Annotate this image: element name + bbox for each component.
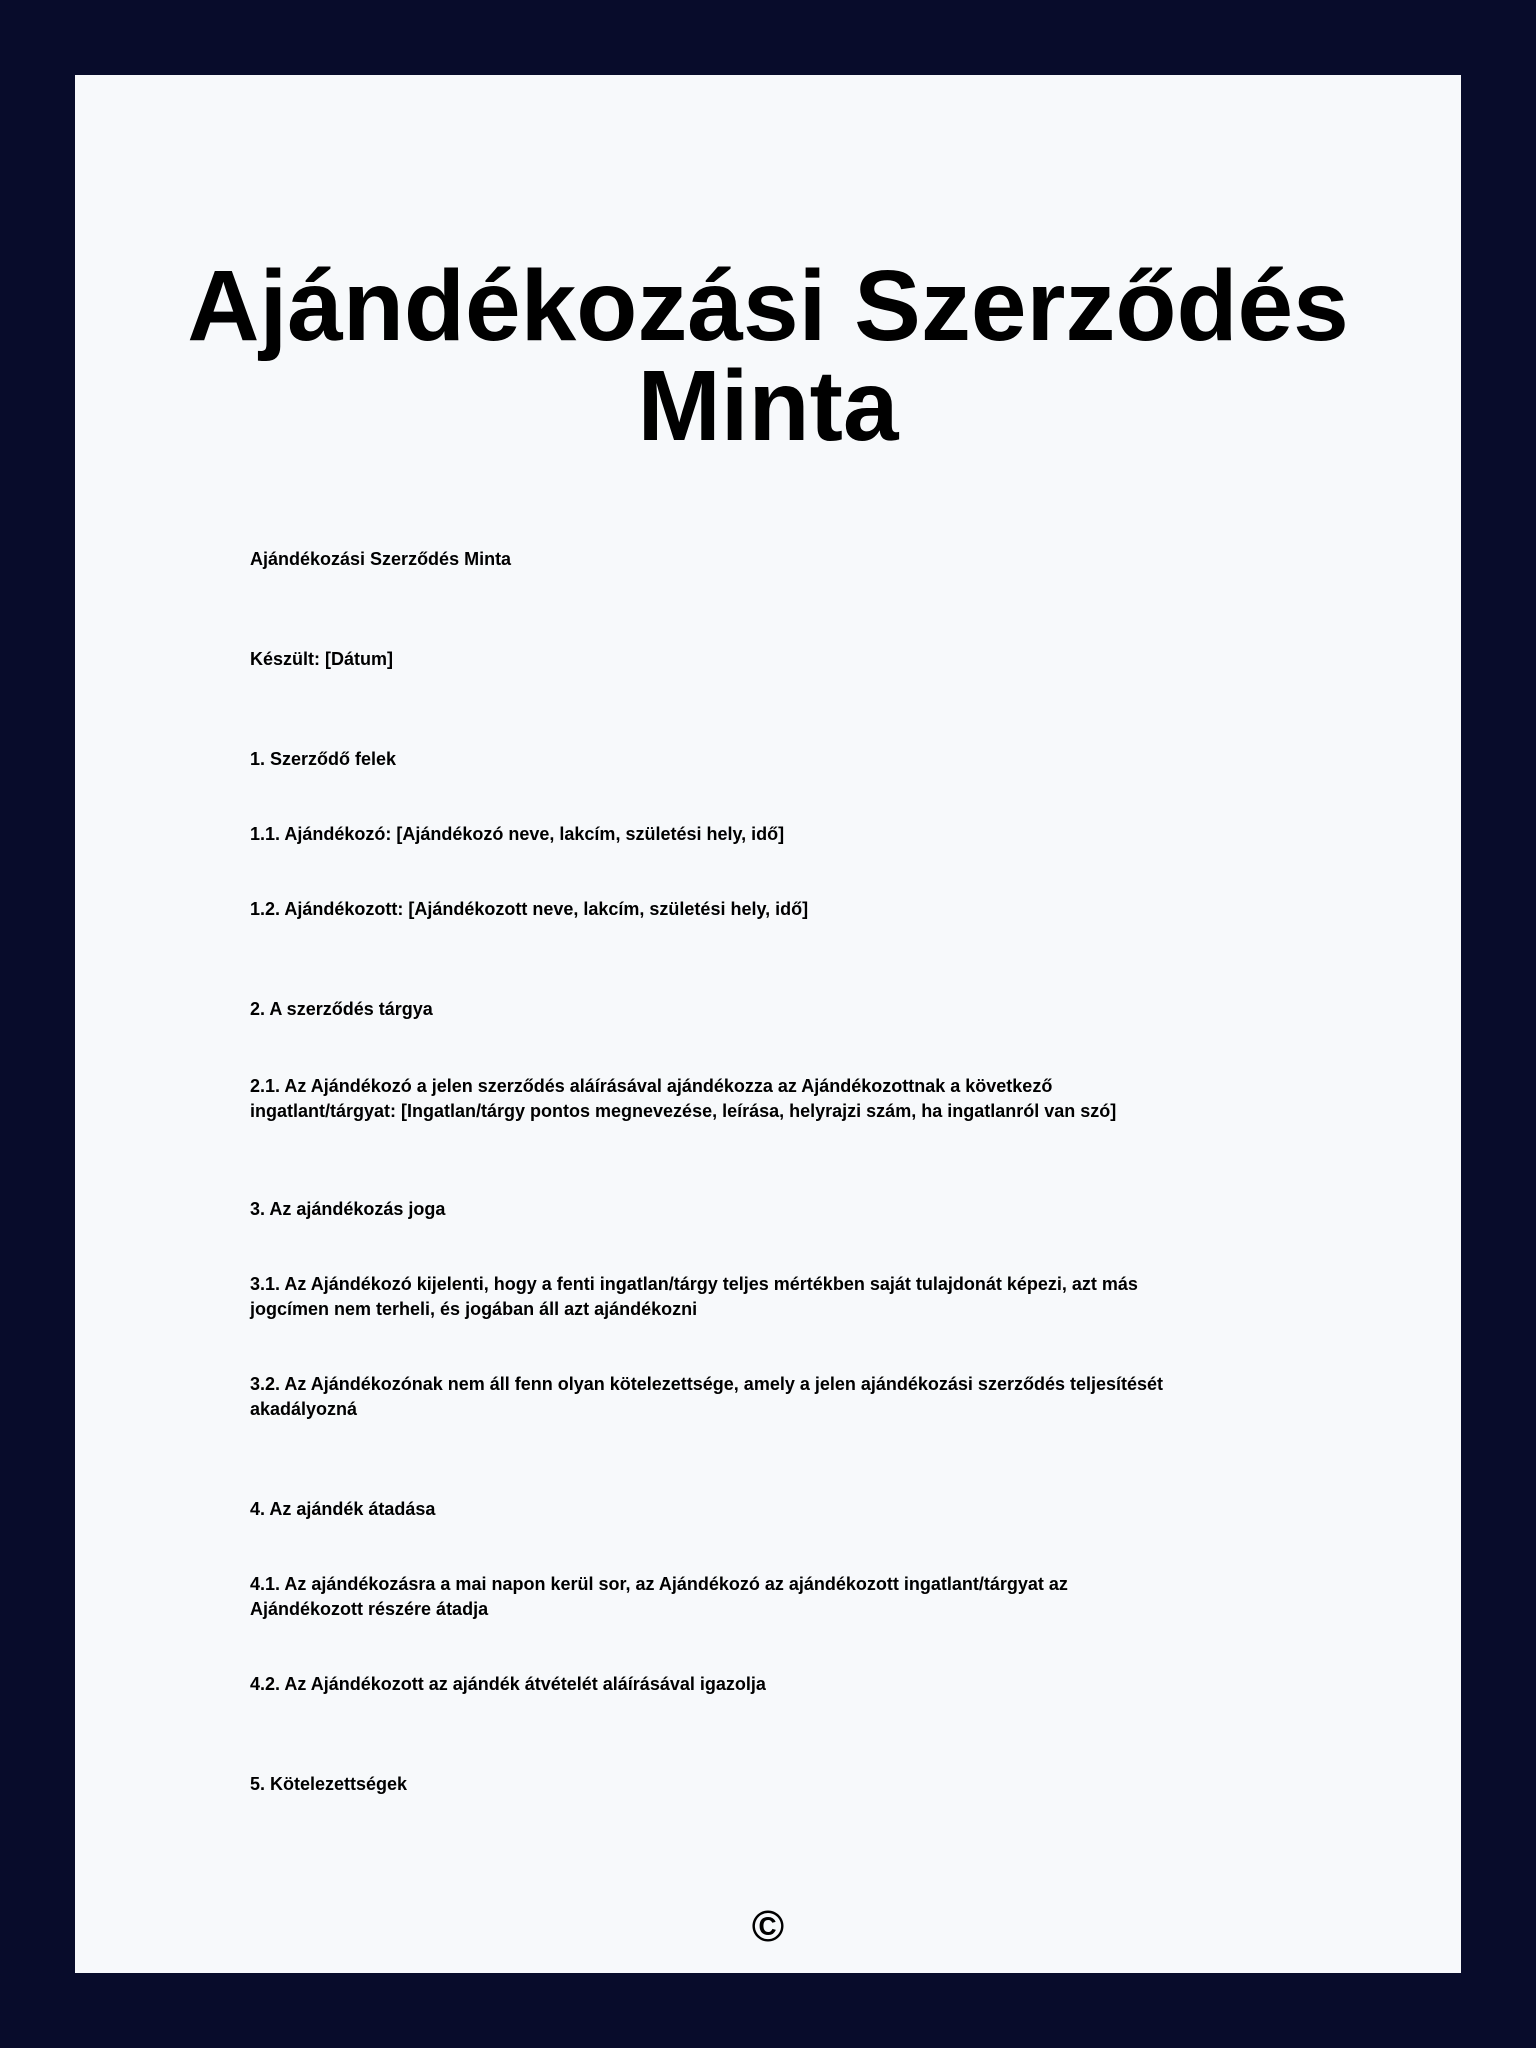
- section-heading-2: 2. A szerződés tárgya: [250, 999, 433, 1019]
- section-heading-3: 3. Az ajándékozás joga: [250, 1199, 446, 1219]
- section-heading-5: 5. Kötelezettségek: [250, 1774, 408, 1794]
- section-heading-1: 1. Szerződő felek: [250, 749, 397, 769]
- copyright-icon: ©: [751, 1902, 785, 1951]
- clause-2-1: [250, 1074, 1290, 1124]
- clause-3-1-line-2: jogcímen nem terheli, és jogában áll azt ajándékozni: [250, 1299, 698, 1319]
- clause-1-2: 1.2. Ajándékozott: [Ajándékozott neve, lakcím, születési hely, idő]: [250, 899, 809, 919]
- date-line: Készült: [Dátum]: [250, 649, 393, 669]
- clause-2-1-line-2: ingatlant/tárgyat: [Ingatlan/tárgy pontos megnevezése, leírása, helyrajzi szám, ha ingatlanról van szó]: [250, 1101, 1117, 1121]
- document-title-line-1: Ajándékozási Szerződés: [187, 250, 1349, 362]
- document-page: [75, 75, 1461, 1973]
- clause-3-1-line-1: 3.1. Az Ajándékozó kijelenti, hogy a fenti ingatlan/tárgy teljes mértékben saját tulajdonát képezi, azt más: [250, 1274, 1138, 1294]
- clause-3-1: [250, 1272, 1290, 1322]
- clause-2-1-line-1: 2.1. Az Ajándékozó a jelen szerződés aláírásával ajándékozza az Ajándékozottnak a következő: [250, 1076, 1053, 1096]
- clause-3-2-line-2: akadályozná: [250, 1399, 358, 1419]
- document-title-line-2: Minta: [637, 350, 899, 462]
- clause-4-1: [250, 1572, 1290, 1622]
- clause-3-2-line-1: 3.2. Az Ajándékozónak nem áll fenn olyan kötelezettsége, amely a jelen ajándékozási szerződés teljesítését: [250, 1374, 1164, 1394]
- document-title: [75, 250, 1461, 462]
- clause-1-1: 1.1. Ajándékozó: [Ajándékozó neve, lakcím, születési hely, idő]: [250, 824, 785, 844]
- clause-3-2: [250, 1372, 1290, 1422]
- clause-4-1-line-1: 4.1. Az ajándékozásra a mai napon kerül sor, az Ajándékozó az ajándékozott ingatlant/tárgyat az: [250, 1574, 1068, 1594]
- clause-4-2: 4.2. Az Ajándékozott az ajándék átvételét aláírásával igazolja: [250, 1674, 766, 1694]
- section-heading-4: 4. Az ajándék átadása: [250, 1499, 436, 1519]
- document-subtitle: Ajándékozási Szerződés Minta: [250, 549, 512, 569]
- clause-4-1-line-2: Ajándékozott részére átadja: [250, 1599, 489, 1619]
